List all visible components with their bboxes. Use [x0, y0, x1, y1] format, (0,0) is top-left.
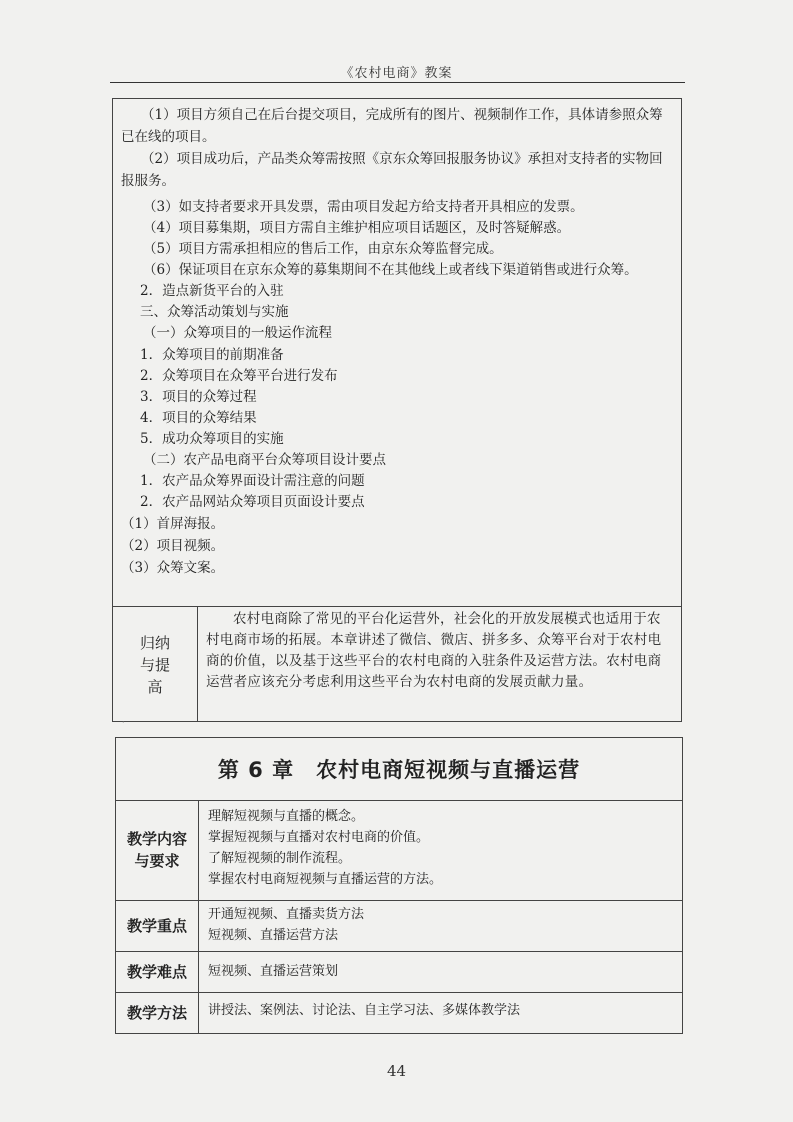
text-line: 5．成功众筹项目的实施 [140, 431, 284, 447]
paragraph: （2）项目成功后，产品类众筹需按照《京东众筹回报服务协议》承担对支持者的实物回报服务。 [121, 151, 663, 189]
text-line: （3）众筹文案。 [121, 560, 225, 576]
table-row [116, 992, 682, 1033]
text-line: （6）保证项目在京东众筹的募集期间不在其他线上或者线下渠道销售或进行众筹。 [143, 262, 638, 278]
text-line: 三、众筹活动策划与实施 [140, 304, 289, 320]
row-label: 教学内容与要求 [116, 800, 199, 900]
chapter-table [115, 737, 683, 1034]
text-line: 1．众筹项目的前期准备 [140, 347, 284, 363]
content-line: 短视频、直播运营方法 [208, 928, 339, 943]
header-rule [110, 82, 685, 83]
content-line: 理解短视频与直播的概念。 [208, 809, 365, 824]
row-label: 教学难点 [116, 951, 199, 992]
text-line: （3）如支持者要求开具发票，需由项目发起方给支持者开具相应的发票。 [143, 199, 584, 215]
row-content [208, 806, 442, 890]
table-row [116, 900, 682, 952]
row-content [208, 961, 338, 982]
text-line: 4．项目的众筹结果 [140, 410, 257, 426]
row-content [208, 1000, 520, 1021]
table-row [116, 951, 682, 993]
text-line: （一）众筹项目的一般运作流程 [143, 325, 332, 341]
text-line: 3．项目的众筹过程 [140, 389, 257, 405]
text-line: 2．众筹项目在众筹平台进行发布 [140, 368, 338, 384]
chapter-title: 第 6 章 农村电商短视频与直播运营 [116, 738, 682, 801]
content-line: 讲授法、案例法、讨论法、自主学习法、多媒体教学法 [208, 1003, 521, 1018]
content-line: 掌握农村电商短视频与直播运营的方法。 [208, 872, 443, 887]
text-line: （1）首屏海报。 [121, 516, 225, 532]
text-line: 2．农产品网站众筹项目页面设计要点 [140, 494, 365, 510]
paragraph: （1）项目方须自己在后台提交项目，完成所有的图片、视频制作工作，具体请参照众筹已在线的项目。 [121, 107, 663, 145]
text-line: （4）项目募集期，项目方需自主维护相应项目话题区，及时答疑解惑。 [143, 220, 571, 236]
summary-text: 农村电商除了常见的平台化运营外，社会化的开放发展模式也适用于农村电商市场的拓展。本章讲述了微信、微店、拼多多、众筹平台对于农村电商的价值，以及基于这些平台的农村电商的入驻条件及运营方法。农村电商运营者应该充分考虑利用这些平台为农村电商的发展贡献力量。 [206, 611, 662, 690]
scan-mark: · [122, 718, 125, 727]
table-row [116, 800, 682, 901]
running-header: 《农村电商》教案 [340, 66, 453, 81]
teaching-content-cell [113, 99, 681, 606]
row-content [208, 904, 364, 946]
summary-row [113, 606, 681, 722]
row-label: 教学方法 [116, 992, 199, 1033]
continuation-table [112, 98, 682, 722]
content-line: 短视频、直播运营策划 [208, 964, 339, 979]
content-line: 了解短视频的制作流程。 [208, 851, 352, 866]
text-line: （5）项目方需承担相应的售后工作，由京东众筹监督完成。 [143, 241, 503, 257]
content-line: 开通短视频、直播卖货方法 [208, 907, 365, 922]
text-line: 1．农产品众筹界面设计需注意的问题 [140, 473, 365, 489]
summary-label: 归纳与提高 [113, 607, 198, 722]
row-label: 教学重点 [116, 900, 199, 951]
text-line: 2．造点新货平台的入驻 [140, 283, 284, 299]
content-line: 掌握短视频与直播对农村电商的价值。 [208, 830, 430, 845]
text-line: （二）农产品电商平台众筹项目设计要点 [143, 452, 386, 468]
page-number: 44 [386, 1062, 407, 1080]
text-line: （2）项目视频。 [121, 538, 225, 554]
